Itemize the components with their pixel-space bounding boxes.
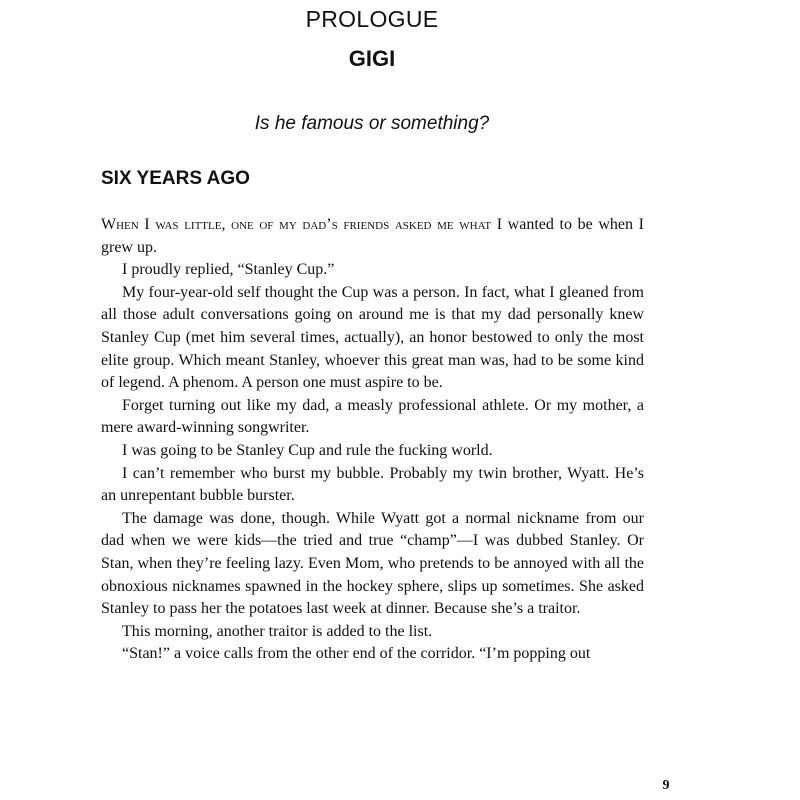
paragraph: This morning, another traitor is added to the list. [122,622,433,640]
paragraph: My four-year-old self thought the Cup was a person. In fact, what I gleaned from all those adult conversations going on around me is that my dad personally knew Stanley Cup (met him several times, actually), an honor bestowed to only the most elite group. Which meant Stanley, whoever this great man was, had to be some kind of legend. A phenom. A person one must aspire to be. [101,283,644,392]
chapter-epigraph: Is he famous or something? [254,113,490,134]
page-number: 9 [662,778,670,793]
paragraph [101,214,644,259]
lead-in-smallcaps: When I was little, one of my dad’s friends asked me what [101,216,492,233]
paragraph-rest: I wanted to be when I grew up. [101,216,644,256]
paragraph: I proudly replied, “Stanley Cup.” [122,261,335,279]
paragraph: I was going to be Stanley Cup and rule the fucking world. [122,441,493,459]
body-text [101,214,644,666]
paragraph: “Stan!” a voice calls from the other end of the corridor. “I’m popping out [122,645,591,663]
prologue-heading: PROLOGUE [305,6,439,32]
paragraph: I can’t remember who burst my bubble. Probably my twin brother, Wyatt. He’s an unrepentant bubble burster. [101,464,644,505]
paragraph: Forget turning out like my dad, a measly professional athlete. Or my mother, a mere award-winning songwriter. [101,396,644,437]
paragraph: The damage was done, though. While Wyatt got a normal nickname from our dad when we were kids—the tried and true “champ”—I was dubbed Stanley. Or Stan, when they’re feeling lazy. Even Mom, who pretends to be annoyed with all the obnoxious nicknames spawned in the hockey sphere, slips up sometimes. She asked Stanley to pass her the potatoes last week at dinner. Because she’s a traitor. [101,509,644,618]
chapter-title: GIGI [348,46,396,71]
section-heading: SIX YEARS AGO [101,168,250,189]
